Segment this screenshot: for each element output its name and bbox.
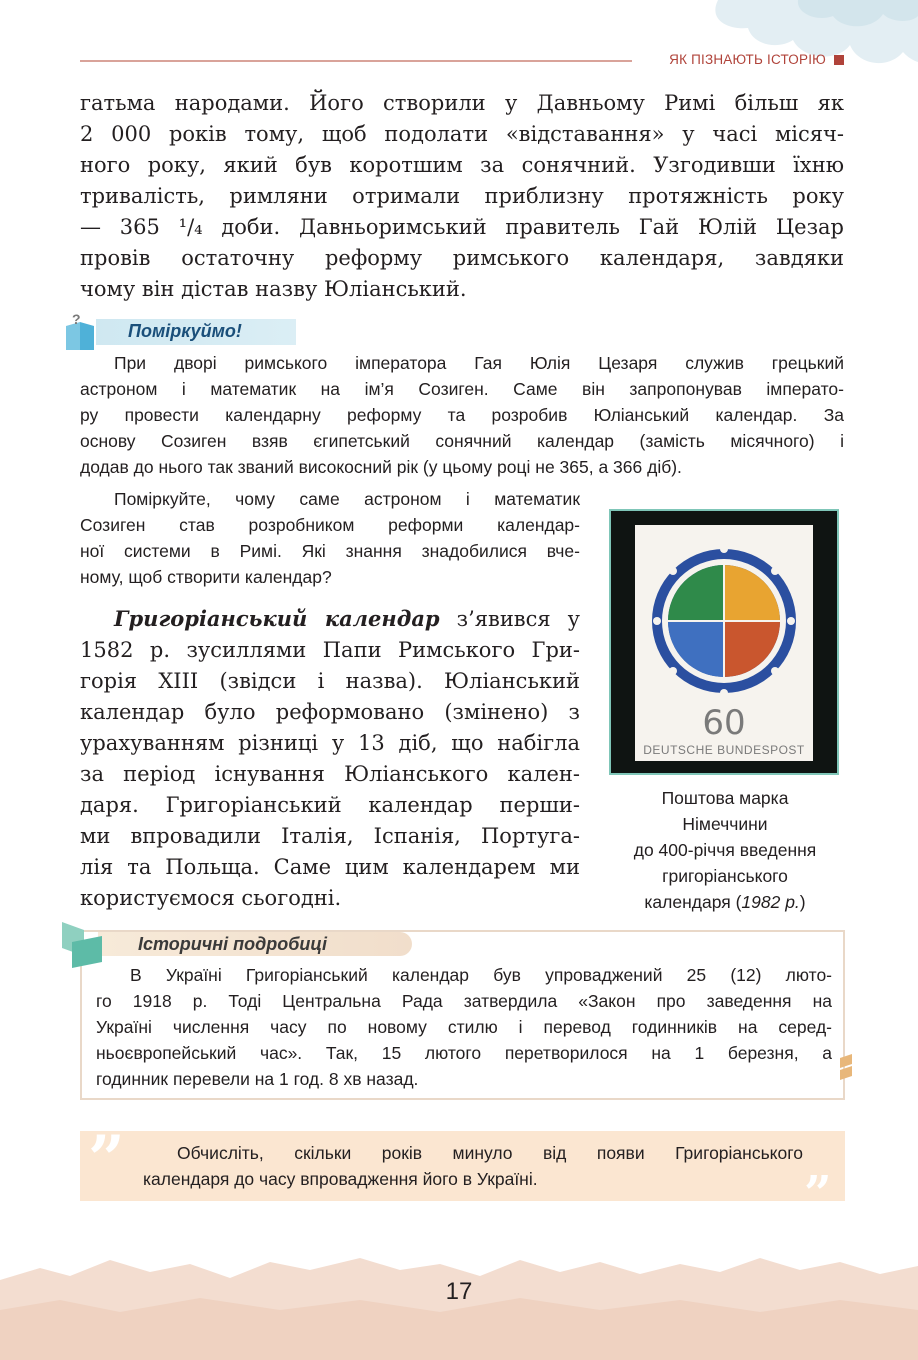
stamp-value: 60 [702,703,746,743]
section-title: ЯК ПІЗНАЮТЬ ІСТОРІЮ [669,52,826,67]
text-line: ного року, який був коротшим за сонячний. Узгодивши їхню [80,153,844,177]
text-line: астроном і математик на ім’я Созиген. Саме він запропонував імперато- [80,379,844,399]
caption-line: Поштова марка [661,788,789,808]
stamp-country: DEUTSCHE BUNDESPOST [643,743,805,757]
open-quote-icon: ” [88,1122,125,1197]
caption-line [600,889,850,915]
text-line: чому він дістав назву Юліанський. [80,277,467,301]
text-line: урахуванням різниці у 13 діб, що набігла [80,731,580,755]
text-line: лія та Польща. Саме цим календарем ми [80,855,580,879]
caption-fragment: ) [799,892,806,912]
caption-line: Німеччини [682,814,768,834]
text-line: горія XIII (звідси і назва). Юліанський [80,669,580,693]
stamp-caption [600,785,850,915]
caption-year: 1982 р. [741,892,800,912]
think-paragraph-1 [80,350,844,480]
text-line: ру провести календарну реформу та розробив Юліанський календар. За [80,405,844,425]
text-line: даря. Григоріанський календар перши- [80,793,580,817]
question-cube-icon [64,312,94,352]
text-line: 2 000 років тому, щоб подолати «відставання» у часі місяч- [80,122,844,146]
task-text [143,1140,803,1192]
page-number: 17 [445,1278,473,1305]
text-line: При дворі римського імператора Гая Юлія Цезаря служив грецький [114,353,844,373]
stamp-image [609,509,839,775]
header-rule [80,60,632,62]
text-line: — 365 ¹/₄ доби. Давньоримський правитель Гай Юлій Цезар [80,215,844,239]
text-line: ної системи в Римі. Які знання знадобилися вче- [80,541,580,561]
think-title: Поміркуймо! [128,321,242,341]
intro-paragraph [80,88,844,305]
caption-line: до 400-річчя введення [633,840,817,860]
stamp-paper [635,525,813,761]
header-marker [834,55,844,65]
text-line [80,603,580,635]
text-line: ному, щоб створити календар? [80,567,332,587]
stamp-zodiac-illustration [635,525,813,705]
text-line: провів остаточну реформу римського календаря, завдяки [80,246,844,270]
caption-line: григоріанського [662,866,788,886]
text-line: В Україні Григоріанський календар був упроваджений 25 (12) люто- [130,965,832,985]
text-line: календар було реформовано (змінено) з [80,700,580,724]
text-line: календаря до часу впровадження його в Україні. [143,1169,538,1189]
caption-fragment: календаря ( [644,892,742,912]
gregorian-paragraph [80,603,580,914]
text-line: гатьма народами. Його створили у Давньому Римі більш як [80,91,844,115]
text-line: Созиген став розробником реформи календар- [80,515,580,535]
history-details-text [96,962,832,1092]
gregorian-term: Григоріанський календар [114,606,440,631]
think-paragraph-2 [80,486,580,590]
text-line: 1582 р. зусиллями Папи Римського Гри- [80,638,580,662]
text-fragment: з’явився у [439,607,580,631]
clip-mark-icon [836,1052,856,1082]
text-line: Поміркуйте, чому саме астроном і математик [114,489,580,509]
text-line: ньоєвропейський час». Так, 15 лютого перетворилося на 1 березня, а [96,1043,832,1063]
text-line: го 1918 р. Тоді Центральна Рада затвердила «Закон про заведення на [96,991,832,1011]
history-details-title: Історичні подробиці [138,934,328,954]
text-line: Україні числення часу по новому стилю і перевод годинників на серед- [96,1017,832,1037]
text-line: основу Созиген взяв єгипетський сонячний календар (замість місячного) і [80,431,844,451]
text-line: ми впровадили Італія, Іспанія, Португа- [80,824,580,848]
text-line: Обчисліть, скільки років минуло від появи Григоріанського [177,1143,803,1163]
text-line: за період існування Юліанського кален- [80,762,580,786]
text-line: додав до нього так званий високосний рік (у цьому році не 365, а 366 діб). [80,457,682,477]
close-quote-icon: ” [804,1166,832,1222]
text-line: годинник перевели на 1 год. 8 хв назад. [96,1069,419,1089]
text-line: тривалість, римляни отримали приблизну протяжність року [80,184,844,208]
text-line: користуємося сьогодні. [80,886,342,910]
svg-text:?: ? [72,312,81,327]
